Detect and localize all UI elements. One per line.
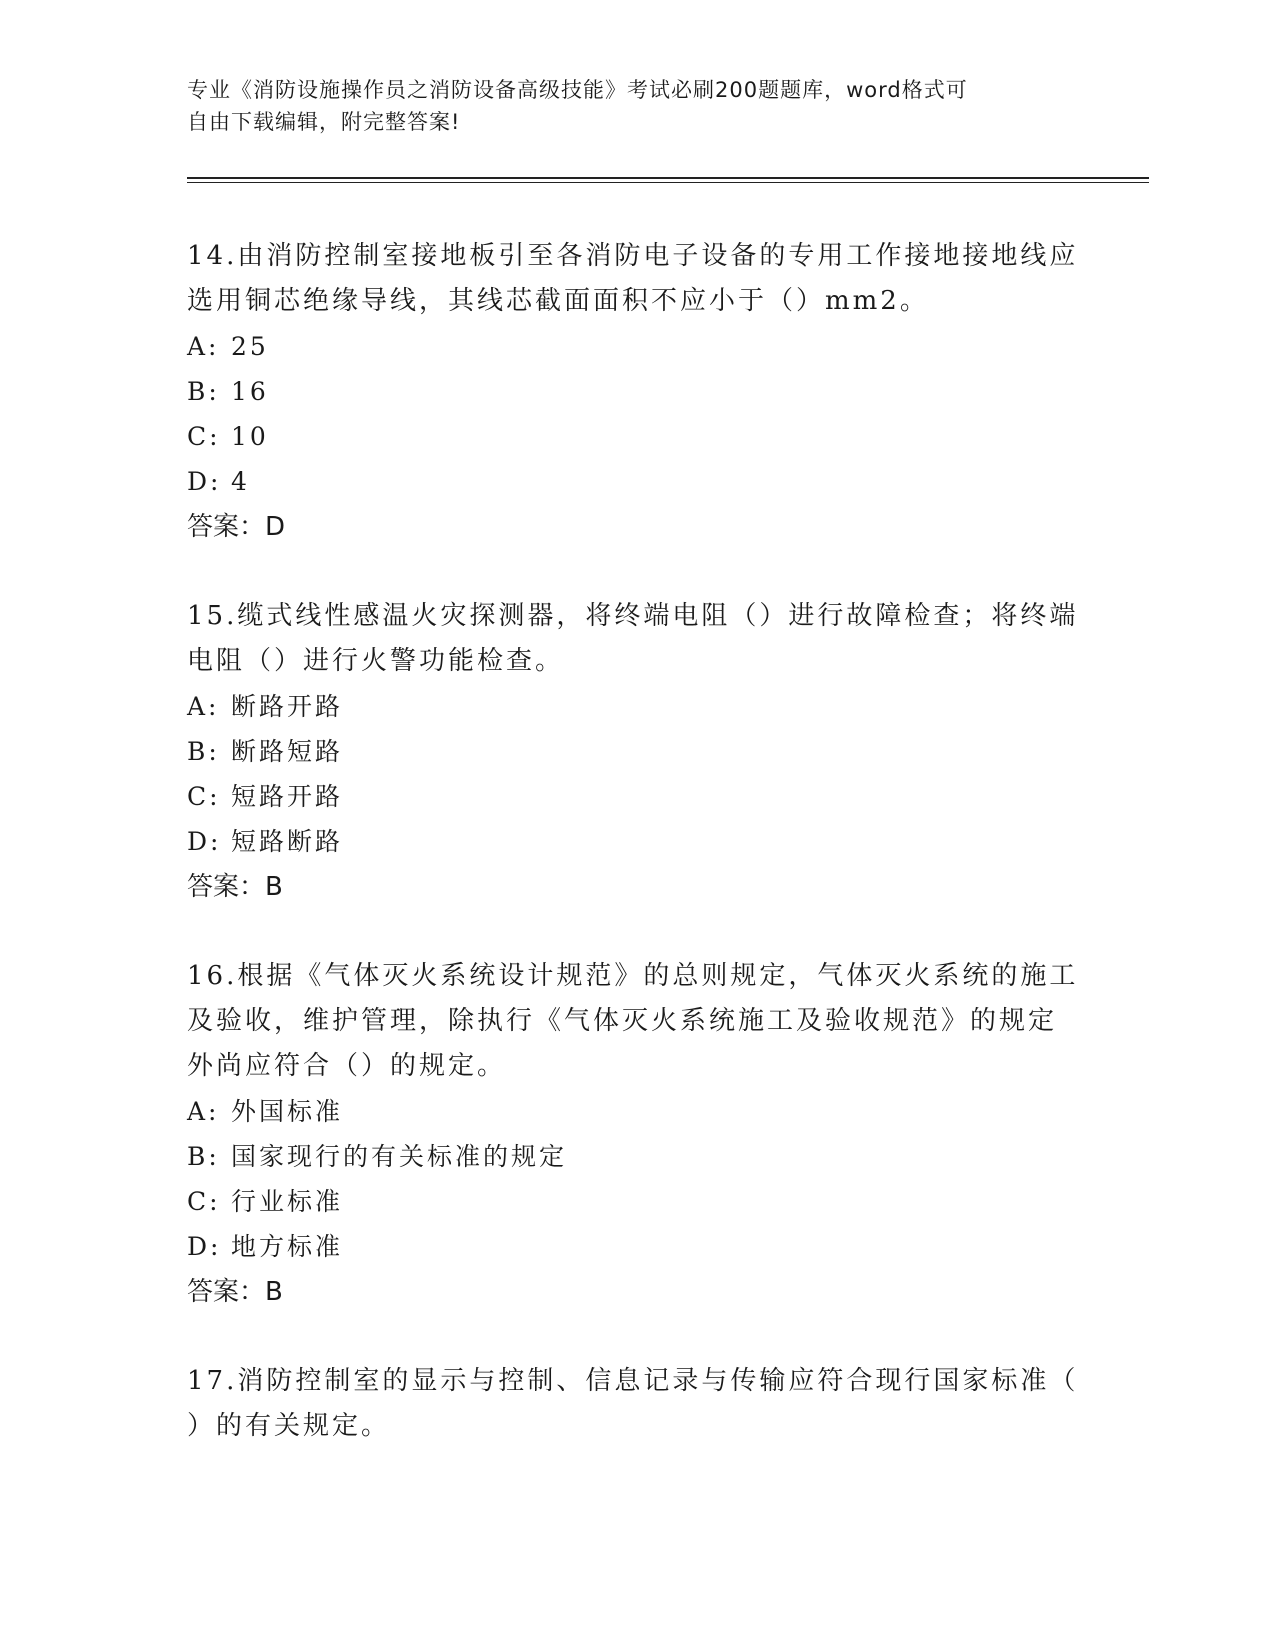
document-header [187,74,1067,138]
question-list [187,234,1087,1493]
option-a [187,684,1087,729]
option-key: C: [187,422,221,451]
option-c [187,774,1087,819]
option-key: A: [187,692,220,721]
option-key: C: [187,782,221,811]
option-text: 短路断路 [231,827,344,856]
question-stem-line: ）的有关规定。 [187,1411,391,1441]
option-text: 地方标准 [231,1232,344,1261]
option-text: 短路开路 [231,782,344,811]
option-key: A: [187,1097,220,1126]
option-text: 4 [231,467,250,496]
question-stem-line: 外尚应符合（）的规定。 [187,1051,507,1081]
question-stem-line: 及验收，维护管理，除执行《气体灭火系统施工及验收规范》的规定 [187,1006,1058,1036]
option-key: D: [187,1232,222,1261]
header-line-1: 专业《消防设施操作员之消防设备高级技能》考试必刷200题题库，word格式可 [187,78,968,102]
option-text: 国家现行的有关标准的规定 [231,1142,568,1171]
option-text: 25 [231,332,269,361]
question-17 [187,1359,1087,1449]
option-d [187,819,1087,864]
question-stem-line: 15.缆式线性感温火灾探测器，将终端电阻（）进行故障检查；将终端 [187,601,1079,631]
option-key: D: [187,467,222,496]
question-stem-line: 电阻（）进行火警功能检查。 [187,646,565,676]
question-stem-line: 17.消防控制室的显示与控制、信息记录与传输应符合现行国家标准（ [187,1366,1079,1396]
option-text: 外国标准 [231,1097,344,1126]
header-divider-thin [187,182,1149,183]
header-divider [187,177,1149,179]
answer-line: 答案：B [187,1277,283,1307]
question-stem-line: 14.由消防控制室接地板引至各消防电子设备的专用工作接地接地线应 [187,241,1079,271]
option-d [187,1224,1087,1269]
question-stem-line: 选用铜芯绝缘导线，其线芯截面面积不应小于（）mm2。 [187,286,929,316]
option-key: D: [187,827,222,856]
option-key: B: [187,377,220,406]
option-key: C: [187,1187,221,1216]
option-b [187,729,1087,774]
option-text: 断路开路 [231,692,344,721]
option-b [187,1134,1087,1179]
option-a [187,1089,1087,1134]
answer-line: 答案：B [187,872,283,902]
option-a [187,324,1087,369]
option-text: 断路短路 [231,737,344,766]
header-line-2: 自由下载编辑，附完整答案! [187,110,461,134]
option-c [187,414,1087,459]
option-text: 行业标准 [231,1187,344,1216]
question-16 [187,954,1087,1315]
option-c [187,1179,1087,1224]
option-text: 10 [231,422,269,451]
option-text: 16 [231,377,269,406]
question-14 [187,234,1087,550]
option-key: B: [187,1142,220,1171]
question-stem-line: 16.根据《气体灭火系统设计规范》的总则规定，气体灭火系统的施工 [187,961,1079,991]
option-key: A: [187,332,220,361]
option-b [187,369,1087,414]
question-15 [187,594,1087,910]
option-d [187,459,1087,504]
answer-line: 答案：D [187,512,286,542]
option-key: B: [187,737,220,766]
